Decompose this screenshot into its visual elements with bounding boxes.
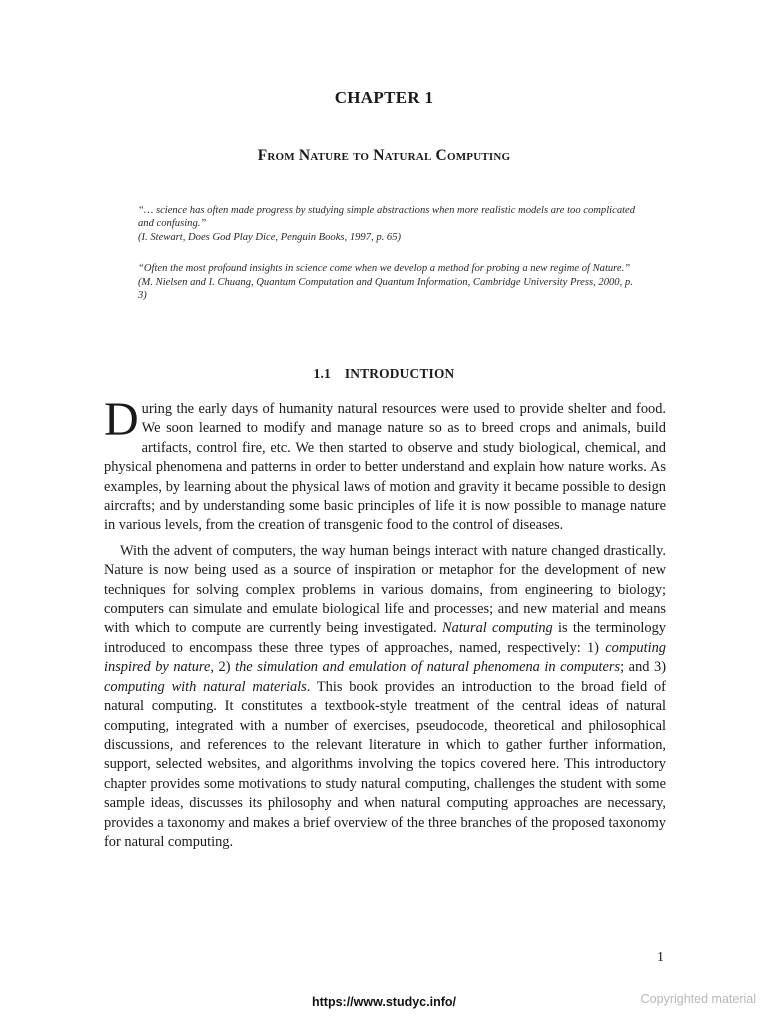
- body-text: [104, 393, 667, 852]
- chapter-title: From Nature to Natural Computing: [257, 147, 511, 164]
- page-number: 1: [657, 950, 664, 965]
- chapter-number: CHAPTER 1: [334, 88, 434, 107]
- paragraph-2-text: , 2): [210, 659, 236, 676]
- paragraph-2-text: . This book provides an introduction to the broad field of natural computing. It constitutes a textbook-style treatment of the central ideas of natural computing, integrated with a number of exercises, pseudocode, theoretical and philosophical discussions, and references to the relevant literature in which to gather further information, support, selected websites, and algorithms involving the topics covered here. This introductory chapter provides some motivations to study natural computing, challenges the student with some sample ideas, discusses its philosophy and when natural computing approaches are necessary, provides a taxonomy and makes a brief overview of the three branches of the proposed taxonomy for natural computing.: [104, 678, 666, 850]
- section-number: 1.1: [313, 366, 331, 381]
- paragraph-1-text: uring the early days of humanity natural resources were used to provide shelter and food. We soon learned to modify and manage nature so as to breed crops and animals, build artifacts, control fire, etc. We then started to observe and study biological, chemical, and physical phenomena and patterns in order to better understand and explain how nature works. As examples, by learning about the physical laws of motion and gravity it became possible to design aircrafts; and by understanding some basic principles of life it is now possible to manage nature in various levels, from the creation of transgenic food to the control of diseases.: [104, 401, 666, 534]
- approach-2: the simulation and emulation of natural phenomena in computers: [235, 659, 621, 676]
- drop-cap: D: [104, 393, 139, 446]
- approach-3: computing with natural materials: [104, 678, 307, 695]
- epigraph-stewart: [138, 204, 638, 244]
- epigraph-quote: “… science has often made progress by studying simple abstractions when more realistic models are too complicated and confusing.”: [138, 205, 636, 230]
- epigraph-quote: “Often the most profound insights in science come when we develop a method for probing a new regime of Nature.”: [138, 263, 631, 275]
- copyright-watermark: Copyrighted material: [640, 992, 756, 1006]
- epigraph-citation: (M. Nielsen and I. Chuang, Quantum Computation and Quantum Information, Cambridge University Press, 2000, p. 3): [138, 276, 633, 302]
- paragraph-1: [104, 393, 666, 536]
- paragraph-2: [104, 542, 666, 853]
- paragraph-2-text: ; and 3): [620, 659, 667, 676]
- term-natural-computing: Natural computing: [441, 620, 553, 637]
- paragraph-2-text: is the terminology introduced to encompass these three types of approaches, named, respectively: 1): [104, 620, 666, 656]
- epigraph-citation: (I. Stewart, Does God Play Dice, Penguin Books, 1997, p. 65): [138, 231, 402, 243]
- footer-url-link[interactable]: https://www.studyc.info/: [312, 995, 456, 1009]
- section-title: INTRODUCTION: [344, 366, 455, 381]
- section-heading: [0, 366, 768, 382]
- epigraphs: [138, 204, 638, 320]
- paragraph-2-text: With the advent of computers, the way human beings interact with nature changed drastically. Nature is now being used as a source of inspiration or metaphor for the development of new techniques for solving complex problems in various domains, from engineering to biology; computers can simulate and emulate biological life and processes; and new material and means with which to compute are currently being investigated.: [104, 542, 666, 637]
- approach-1: computing inspired by nature: [104, 639, 666, 676]
- epigraph-nielsen-chuang: [138, 262, 638, 302]
